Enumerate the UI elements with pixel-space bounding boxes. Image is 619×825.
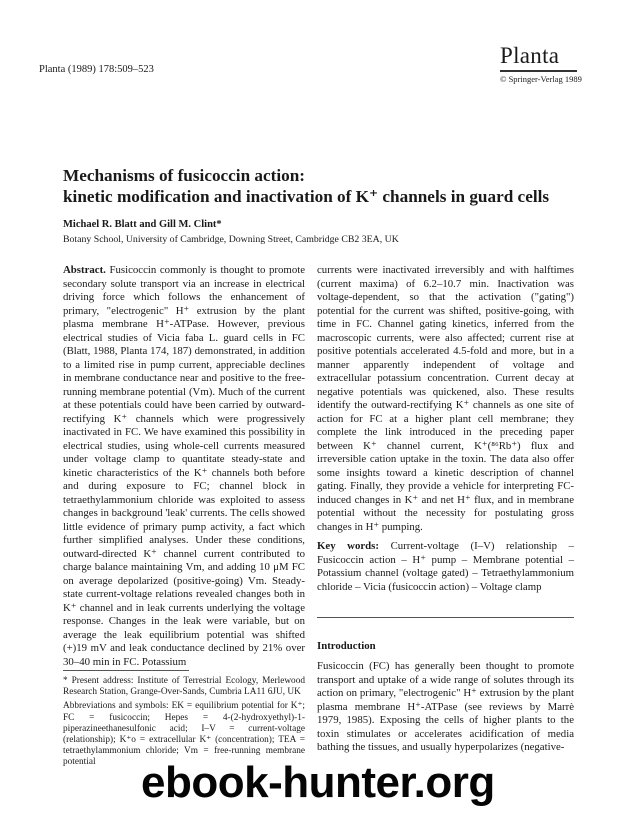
abstract-text-right: currents were inactivated irreversibly and with halftimes (current maxima) of 6.2–10.7 min. Inactivation was voltage-dependent, so that the activation ("gating") potential for the current was shifted, positive-going, with time in FC. Channel gating kinetics, inferred from the macroscopic currents, were also affected; current rise at positive potentials accelerated 4.5-fold and more, but in a manner apparently independent of voltage and extracellular potassium concentration. Current decay at negative potentials was quickened, also. These results identify the outward-rectifying K⁺ channels as one site of action for FC at a higher plant cell membrane; they complete the link introduced in the preceding paper between K⁺ channel current, K⁺(⁸⁶Rb⁺) flux and irreversible cation uptake in the toxin. The data also offer some insights toward a kinetic description of channel gating. Finally, they provide a vehicle for interpreting FC-induced changes in K⁺ and net H⁺ flux, and in membrane potential without the necessity for postulating gross changes in H⁺ pumping. [317, 264, 574, 533]
footnote-rule [63, 670, 189, 671]
footnote-present-address: * Present address: Institute of Terrestrial Ecology, Merlewood Research Station, Grange-Over-Sands, Cumbria LA11 6JU, UK [63, 676, 305, 698]
journal-name: Planta [500, 43, 560, 68]
footnote-abbreviations: Abbreviations and symbols: EK = equilibrium potential for K⁺; FC = fusicoccin; Hepes = 4-(2-hydroxyethyl)-1-piperazineethanesulfonic acid; I–V = current-voltage (relationship); K⁺o = extracellular K⁺ (concentration); TEA = tetraethylammonium chloride; Vm = free-running membrane potential [63, 701, 305, 768]
abstract-text-left: Fusicoccin commonly is thought to promote secondary solute transport via an increase in electrical driving force which follows the enhancement of primary, "electrogenic" H⁺ extrusion by the plant plasma membrane H⁺-ATPase. However, previous electrical studies of Vicia faba L. guard cells in FC (Blatt, 1988, Planta 174, 187) demonstrated, in addition to a limited rise in pump current, appreciable declines in membrane conductance near and positive to the free-running membrane potential (Vm). Much of the current at these potentials could have been carried by outward-rectifying K⁺ channels which were progressively inactivated in FC. We have examined this possibility in electrical studies, using whole-cell currents measured under voltage clamp to quantitate steady-state and kinetic characteristics of the K⁺ channels both before and during exposure to FC; channel block in tetraethylammonium chloride was exploited to assess changes in background 'leak' currents. The cells showed little evidence of primary pump activity, a fact which further simplified analyses. Under these conditions, outward-directed K⁺ channel current contributed to charge balance maintaining Vm, and adding 10 μM FC on average depolarized (positive-going) Vm. Steady-state current-voltage relations revealed changes both in K⁺ channel and in leak currents underlying the voltage response. Changes in the leak were variable, but on average the leak equilibrium potential was shifted (+)19 mV and leak conductance declined by 21% over 30–40 min in FC. Potassium [63, 264, 306, 668]
authors: Michael R. Blatt and Gill M. Clint* [63, 219, 222, 230]
title-line-2: kinetic modification and inactivation of K⁺ channels in guard cells [63, 187, 550, 206]
section-rule [317, 617, 574, 618]
keywords-heading: Key words: [317, 540, 379, 552]
journal-citation: Planta (1989) 178:509–523 [39, 64, 154, 75]
affiliation: Botany School, University of Cambridge, Downing Street, Cambridge CB2 3EA, UK [63, 234, 399, 245]
publisher-copyright: © Springer-Verlag 1989 [500, 74, 582, 84]
introduction-column [317, 660, 574, 755]
title-line-1: Mechanisms of fusicoccin action: [63, 166, 306, 185]
keywords-text: Current-voltage (I–V) relationship – Fusicoccin action – H⁺ pump – Membrane potential – Potassium channel (voltage gated) – Tetraethylammonium chloride – Vicia (fusicoccin action) – Voltage clamp [317, 540, 575, 593]
introduction-heading: Introduction [317, 640, 376, 652]
watermark: ebook-hunter.org [141, 758, 495, 807]
introduction-text: Fusicoccin (FC) has generally been thought to promote transport and uptake of a wide range of solutes through its action on primary, "electrogenic" H⁺ extrusion by the plant plasma membrane H⁺-ATPase (see reviews by Marrè 1979, 1985). Exposing the cells of higher plants to the toxin stimulates or accelerates acidification of media bathing the tissues, and usually hyperpolarizes (negative- [317, 660, 574, 753]
article-title [63, 165, 549, 207]
abstract-left-column [63, 264, 305, 669]
abstract-right-column [317, 264, 574, 594]
journal-rule [500, 70, 577, 72]
abstract-heading: Abstract. [63, 264, 106, 276]
